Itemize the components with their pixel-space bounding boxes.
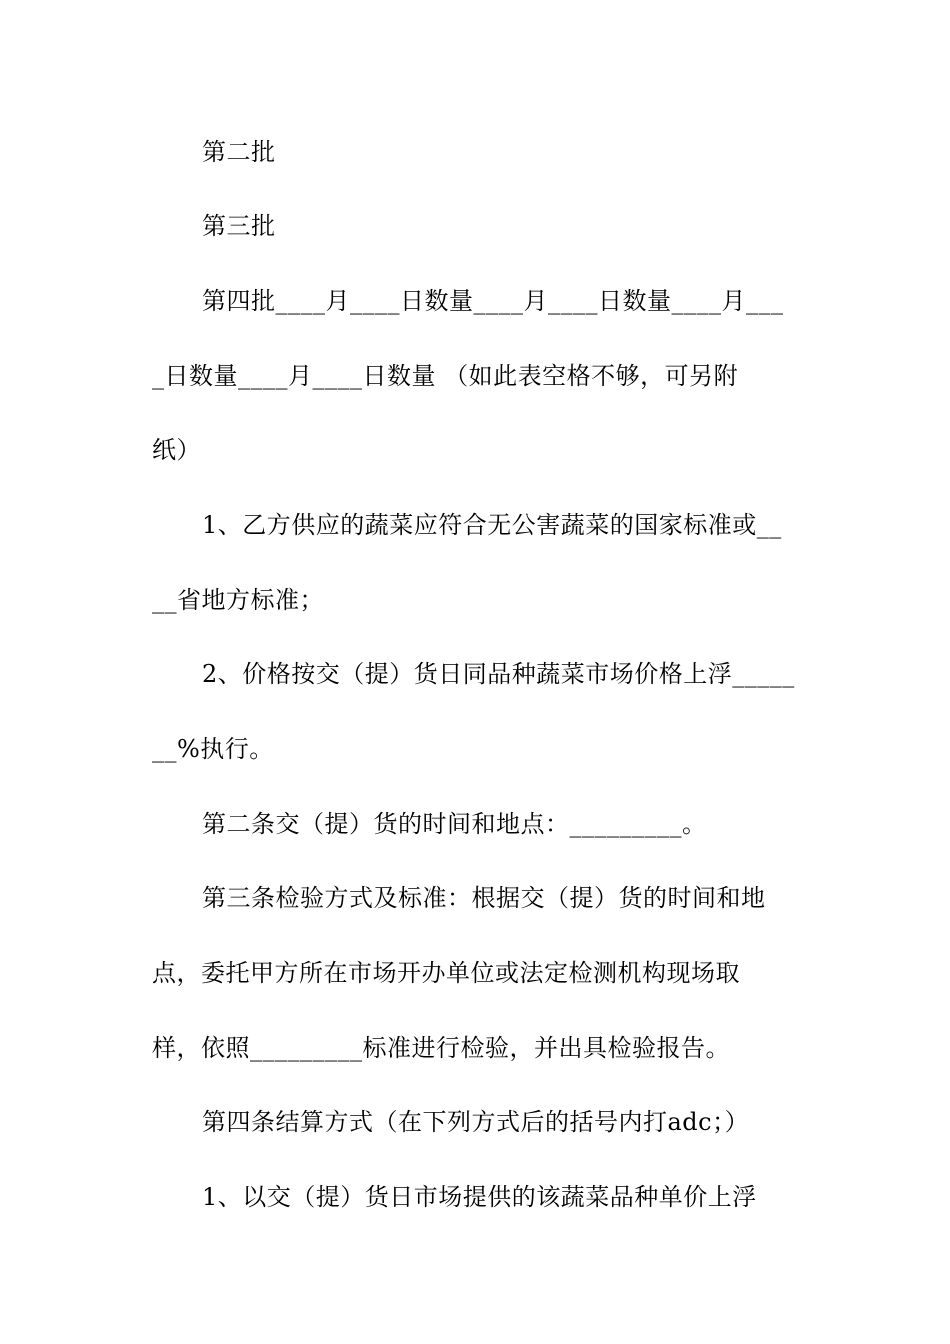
text-line: 第四条结算方式（在下列方式后的括号内打adc；） bbox=[202, 1108, 750, 1136]
text-line: __省地方标准； bbox=[152, 586, 324, 614]
text-line: 样，依照_________标准进行检验，并出具检验报告。 bbox=[152, 1034, 730, 1062]
text-line: 第二条交（提）货的时间和地点：_________。 bbox=[202, 810, 707, 838]
text-line: 第三条检验方式及标准：根据交（提）货的时间和地 bbox=[202, 884, 766, 912]
text-line: 点，委托甲方所在市场开办单位或法定检测机构现场取 bbox=[152, 959, 740, 987]
text-line: 纸） bbox=[152, 436, 201, 464]
text-line: 第二批 bbox=[202, 138, 276, 166]
text-line: 第三批 bbox=[202, 212, 276, 240]
text-line: 第四批____月____日数量____月____日数量____月___ bbox=[202, 287, 784, 315]
text-line: 1、乙方供应的蔬菜应符合无公害蔬菜的国家标准或__ bbox=[202, 511, 782, 539]
text-line: __%执行。 bbox=[152, 735, 274, 763]
text-line: 1、以交（提）货日市场提供的该蔬菜品种单价上浮 bbox=[202, 1183, 757, 1211]
text-line: 2、价格按交（提）货日同品种蔬菜市场价格上浮_____ bbox=[202, 660, 795, 688]
text-line: _日数量____月____日数量 （如此表空格不够，可另附 bbox=[152, 362, 739, 390]
